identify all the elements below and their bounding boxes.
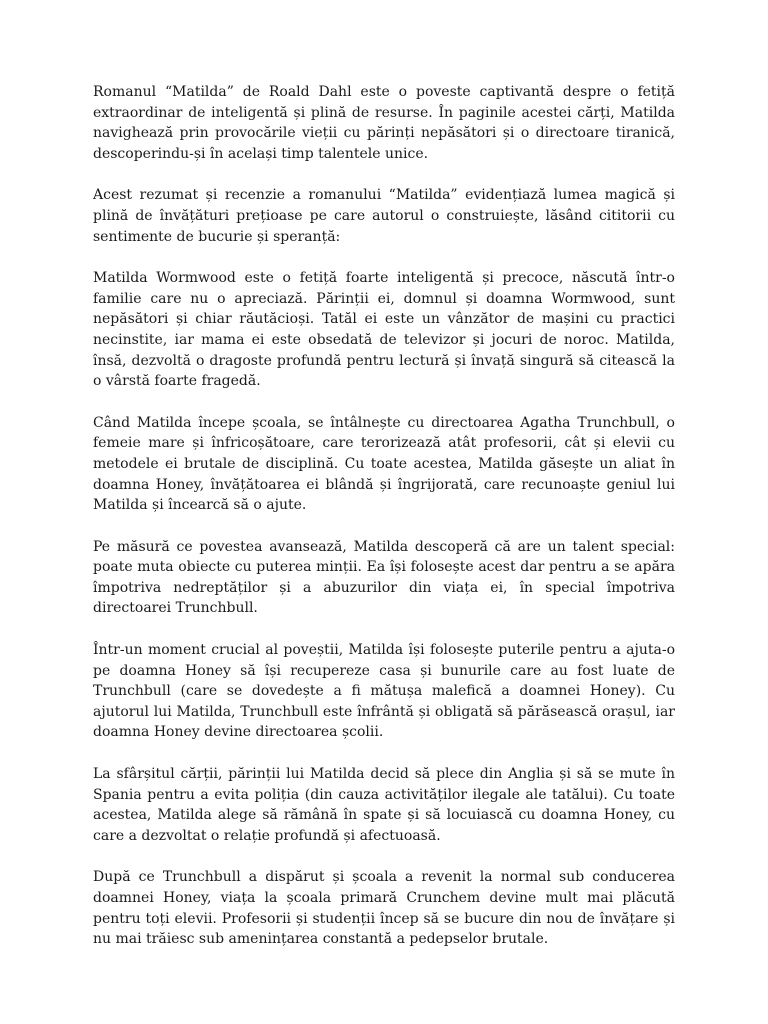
paragraph-wormwood-family: Matilda Wormwood este o fetiță foarte inteligentă și precoce, născută într-o familie care nu o apreciază. Părinții ei, domnul și doamna Wormwood, sunt nepăsători și chiar răutăcioși. Tatăl ei este un vânzător de mașini cu practici necinstite, iar mama ei este obsedată de televizor și jocuri de noroc. Matilda, însă, dezvoltă o dragoste profundă pentru lectură și învață singură să citească la o vârstă foarte fragedă. — [93, 270, 675, 390]
document-page — [93, 82, 675, 971]
paragraph-ending: La sfârșitul cărții, părinții lui Matilda decid să plece din Anglia și să se mute în Spania pentru a evita poliția (din cauza activităților ilegale ale tatălui). Cu toate acestea, Matilda alege să rămână în spate și să locuiască cu doamna Honey, cu care a dezvoltat o relație profundă și afectuoasă. — [93, 766, 675, 844]
paragraph-conclusion: După ce Trunchbull a dispărut și școala a revenit la normal sub conducerea doamnei Honey, viața la școala primară Crunchem devine mult mai plăcută pentru toți elevii. Profesorii și studenții încep să se bucure din nou de învățare și nu mai trăiesc sub amenințarea constantă a pedepselor brutale. — [93, 869, 675, 948]
paragraph-trunchbull: Când Matilda începe școala, se întâlnește cu directoarea Agatha Trunchbull, o femeie mare și înfricoșătoare, care terorizează atât profesorii, cât și elevii cu metodele ei brutale de disciplină. Cu toate acestea, Matilda găsește un aliat în doamna Honey, învățătoarea ei blândă și îngrijorată, care recunoaște geniul lui Matilda și încearcă să o ajute. — [93, 414, 675, 514]
paragraph-intro: Romanul “Matilda” de Roald Dahl este o poveste captivantă despre o fetiță extraordinar de inteligentă și plină de resurse. În paginile acestei cărți, Matilda navighează prin provocările vieții cu părinți nepăsători și o directoare tiranică, descoperindu-și în același timp talentele unice. — [93, 84, 675, 162]
paragraph-crucial-moment: Într-un moment crucial al poveștii, Matilda își folosește puterile pentru a ajuta-o pe doamna Honey să își recupereze casa și bunurile care au fost luate de Trunchbull (care se dovedește a fi mătușa malefică a doamnei Honey). Cu ajutorul lui Matilda, Trunchbull este înfrântă și obligată să părăsească orașul, iar doamna Honey devine directoarea școlii. — [93, 642, 675, 741]
paragraph-summary-intro: Acest rezumat și recenzie a romanului “Matilda” evidențiază lumea magică și plină de învățături prețioase pe care autorul o construiește, lăsând cititorii cu sentimente de bucurie și speranță: — [93, 187, 675, 245]
paragraph-special-talent: Pe măsură ce povestea avansează, Matilda descoperă că are un talent special: poate muta obiecte cu puterea minții. Ea își folosește acest dar pentru a se apăra împotriva nedreptăților și a abuzurilor din viața ei, în special împotriva directoarei Trunchbull. — [93, 538, 675, 617]
